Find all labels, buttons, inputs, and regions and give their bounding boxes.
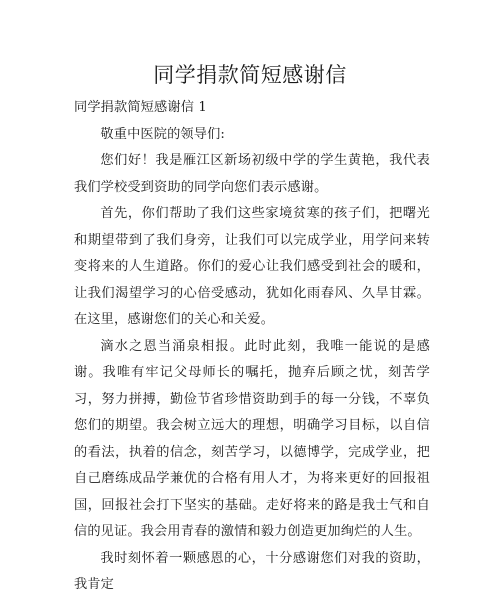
- paragraph-thanks: 首先，你们帮助了我们这些家境贫寒的孩子们，把曙光和期望带到了我们身旁，让我们可以完成学业，用学问来转变将来的人生道路。你们的爱心让我们感受到社会的暖和，让我们渴望学习的心倍受感动，犹如化雨春风、久旱甘霖。在这里，感谢您们的关心和关爱。: [74, 206, 430, 327]
- paragraph-greeting: 您们好！我是雁江区新场初级中学的学生黄艳，我代表我们学校受到资助的同学向您们表示感谢。: [74, 153, 430, 195]
- document-body: [74, 95, 430, 599]
- section-heading: 同学捐款简短感谢信 1: [74, 100, 207, 115]
- salutation: 敬重中医院的领导们:: [100, 126, 226, 142]
- paragraph-promise: 滴水之恩当涌泉相报。此时此刻，我唯一能说的是感谢。我唯有牢记父母师长的嘱托，抛弃后顾之忧，刻苦学习，努力拼搏，勤俭节省珍惜资助到手的每一分钱，不辜负您们的期望。我会树立远大的理想，明确学习目标，以自信的看法，执着的信念，刻苦学习，以德博学，完成学业，把自己磨练成品学兼优的合格有用人才，为将来更好的回报祖国，回报社会打下坚实的基础。走好将来的路是我士气和自信的见证。我会用青春的激情和毅力创造更加绚烂的人生。: [74, 338, 430, 539]
- document-title: 同学捐款简短感谢信: [153, 63, 347, 87]
- paragraph-closing: 我时刻怀着一颗感恩的心，十分感谢您们对我的资助，我肯定: [74, 550, 430, 592]
